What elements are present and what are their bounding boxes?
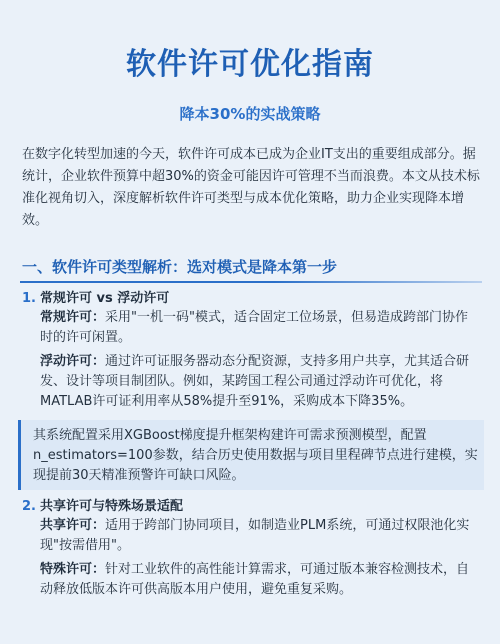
section-heading: 一、软件许可类型解析：选对模式是降本第一步 [22, 258, 338, 276]
paragraph-floating-license [40, 352, 480, 412]
page-title: 软件许可优化指南 [126, 47, 374, 82]
term-description: 针对工业软件的高性能计算需求，可通过版本兼容检测技术，自动释放低版本许可供高版本用户使用，避免重复采购。 [40, 562, 470, 597]
paragraph-shared-license [40, 516, 480, 556]
paragraph-regular-license [40, 308, 480, 348]
callout-text: 其系统配置采用XGBoost梯度提升框架构建许可需求预测模型，配置n_estimators=100参数，结合历史使用数据与项目里程碑节点进行建模，实现提前30天精准预警许可缺口风险。 [33, 428, 478, 483]
subsection-title: 常规许可 vs 浮动许可 [40, 291, 170, 306]
callout-box [18, 420, 484, 490]
subsection-heading-2 [22, 498, 183, 516]
term-label: 共享许可： [40, 518, 106, 533]
paragraph-special-license [40, 560, 480, 600]
page-subtitle: 降本30%的实战策略 [179, 105, 321, 123]
term-label: 浮动许可： [40, 354, 106, 369]
subsection-number: 2. [22, 499, 36, 514]
section-divider [20, 281, 482, 283]
subsection-heading-1 [22, 290, 169, 308]
subsection-title: 共享许可与特殊场景适配 [40, 499, 184, 514]
intro-paragraph: 在数字化转型加速的今天，软件许可成本已成为企业IT支出的重要组成部分。据统计，企业软件预算中超30%的资金可能因许可管理不当而浪费。本文从技术标准化视角切入，深度解析软件许可类型与成本优化策略，助力企业实现降本增效。 [22, 147, 480, 228]
term-description: 采用"一机一码"模式，适合固定工位场景，但易造成跨部门协作时的许可闲置。 [40, 310, 468, 345]
subsection-number: 1. [22, 291, 36, 306]
term-label: 常规许可： [40, 310, 106, 325]
term-label: 特殊许可： [40, 562, 106, 577]
term-description: 适用于跨部门协同项目，如制造业PLM系统，可通过权限池化实现"按需借用"。 [40, 518, 470, 553]
term-description: 通过许可证服务器动态分配资源，支持多用户共享，尤其适合研发、设计等项目制团队。例如，某跨国工程公司通过浮动许可优化，将MATLAB许可证利用率从58%提升至91%，采购成本下降35%。 [40, 354, 470, 409]
